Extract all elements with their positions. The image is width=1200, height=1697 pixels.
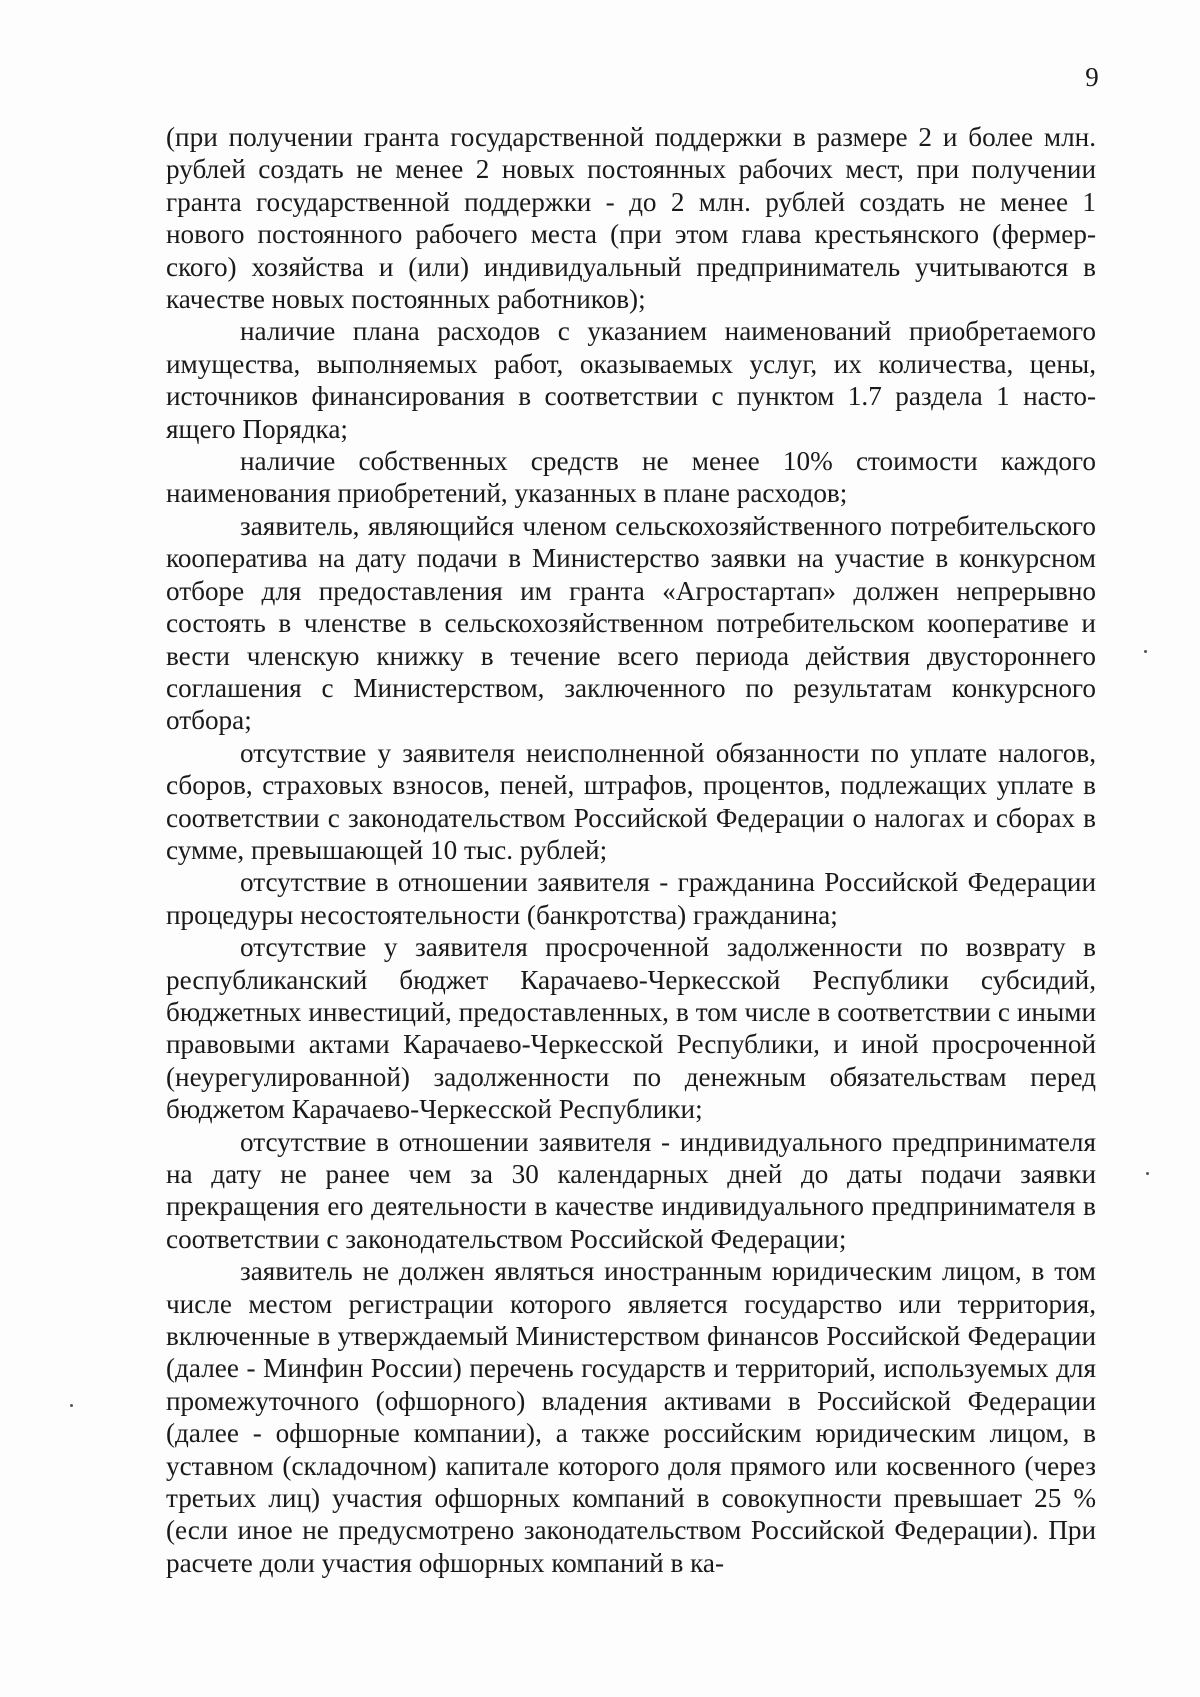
scan-speck: [1144, 650, 1147, 653]
paragraph: отсутствие у заявителя неисполненной обязанности по уплате налогов, сборов, страховых взносов, пеней, штрафов, процентов, подлежащих уплате в соответствии с законодательством Российской Федерации о налогах и сборах в сумме, превышающей 10 тыс. рублей;: [166, 737, 1096, 865]
paragraph: наличие собственных средств не менее 10% стоимости каждого наименования приобретений, указанных в плане расходов;: [166, 446, 1096, 509]
page-number: 9: [1085, 62, 1099, 92]
paragraph: заявитель не должен являться иностранным юридическим лицом, в том числе местом регистрации которого является государство или территория, включенные в утверждаемый Министерством финансов Российской Федерации (далее - Минфин России) перечень государств и территорий, используемых для промежуточного (офшорного) владения активами в Российской Федерации (далее - офшорные компании), а также российским юридическим лицом, в уставном (складочном) капитале которого доля прямого или косвенного (через третьих лиц) участия офшорных компаний в совокупности превышает 25 % (если иное не предусмотрено законодательством Российской Федерации). При расчете доли участия офшорных компаний в ка-: [166, 1256, 1096, 1578]
paragraph: отсутствие в отношении заявителя - гражданина Российской Федерации процедуры несостоятельности (банкротства) гражданина;: [166, 867, 1096, 930]
paragraph: отсутствие в отношении заявителя - индивидуального предпринимателя на дату не ранее чем за 30 календарных дней до даты подачи заявки прекращения его деятельности в качестве индивидуального предпринимателя в соответствии с законодательством Российской Федерации;: [166, 1126, 1096, 1254]
scan-speck: [1146, 1172, 1149, 1175]
paragraph: (при получении гранта государственной поддержки в размере 2 и более млн. рублей создать не менее 2 новых постоянных рабочих мест, при получении гранта государственной поддержки - до 2 млн. рублей создать не менее 1 нового постоянного рабочего места (при этом глава крестьянского (фермерского) хозяйства и (или) индивидуальный предприниматель учитываются в качестве новых постоянных работников);: [166, 122, 1096, 315]
paragraph: отсутствие у заявителя просроченной задолженности по возврату в республиканский бюджет Карачаево-Черкесской Республики субсидий, бюджетных инвестиций, предоставленных, в том числе в соответствии с иными правовыми актами Карачаево-Черкесской Республики, и иной просроченной (неурегулированной) задолженности по денежным обязательствам перед бюджетом Карачаево-Черкесской Республики;: [166, 932, 1096, 1125]
paragraph: заявитель, являющийся членом сельскохозяйственного потребительского кооператива на дату подачи в Министерство заявки на участие в конкурсном отборе для предоставления им гранта «Агростартап» должен непрерывно состоять в членстве в сельскохозяйственном потребительском кооперативе и вести членскую книжку в течение всего периода действия двустороннего соглашения с Министерством, заключенного по результатам конкурсного отбора;: [166, 510, 1096, 736]
document-body: [166, 121, 1096, 1579]
scan-speck: [70, 1404, 73, 1407]
paragraph: наличие плана расходов с указанием наименований приобретаемого имущества, выполняемых работ, оказываемых услуг, их количества, цены, источников финансирования в соответствии с пунктом 1.7 раздела 1 настоящего Порядка;: [166, 316, 1096, 444]
